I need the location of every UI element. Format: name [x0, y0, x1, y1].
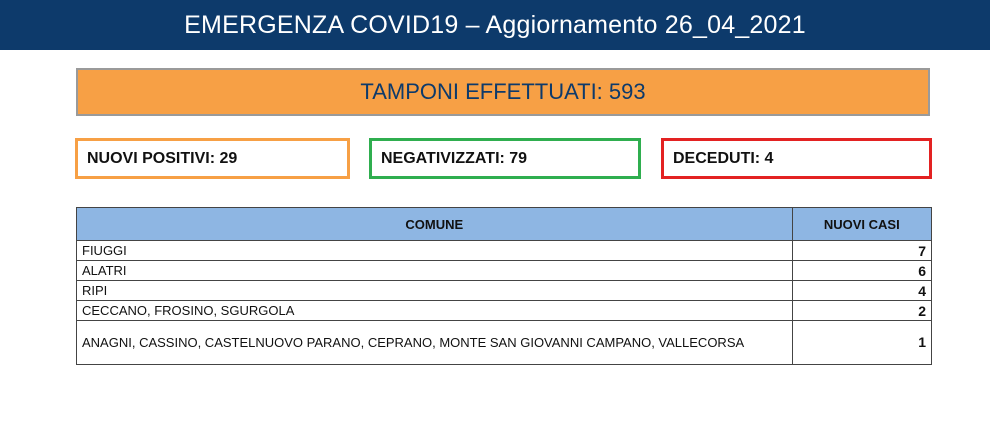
cell-comune: ANAGNI, CASSINO, CASTELNUOVO PARANO, CEPRANO, MONTE SAN GIOVANNI CAMPANO, VALLECORSA: [77, 321, 793, 365]
column-header-nuovi-casi: NUOVI CASI: [792, 208, 931, 241]
cell-comune: ALATRI: [77, 261, 793, 281]
cell-nuovi-casi: 1: [792, 321, 931, 365]
cell-nuovi-casi: 6: [792, 261, 931, 281]
cases-table: [76, 207, 932, 365]
deceduti-box: DECEDUTI: 4: [661, 138, 932, 179]
report-title: EMERGENZA COVID19 – Aggiornamento 26_04_2021: [0, 0, 990, 50]
table-row: [77, 321, 932, 365]
cell-comune: CECCANO, FROSINO, SGURGOLA: [77, 301, 793, 321]
cell-comune: RIPI: [77, 281, 793, 301]
column-header-comune: COMUNE: [77, 208, 793, 241]
table-row: [77, 281, 932, 301]
table-row: [77, 261, 932, 281]
cell-nuovi-casi: 7: [792, 241, 931, 261]
cell-nuovi-casi: 2: [792, 301, 931, 321]
table-header-row: [77, 208, 932, 241]
negativizzati-box: NEGATIVIZZATI: 79: [369, 138, 641, 179]
cell-comune: FIUGGI: [77, 241, 793, 261]
table-row: [77, 241, 932, 261]
nuovi-positivi-box: NUOVI POSITIVI: 29: [75, 138, 350, 179]
tamponi-banner: TAMPONI EFFETTUATI: 593: [76, 68, 930, 116]
table-row: [77, 301, 932, 321]
cell-nuovi-casi: 4: [792, 281, 931, 301]
